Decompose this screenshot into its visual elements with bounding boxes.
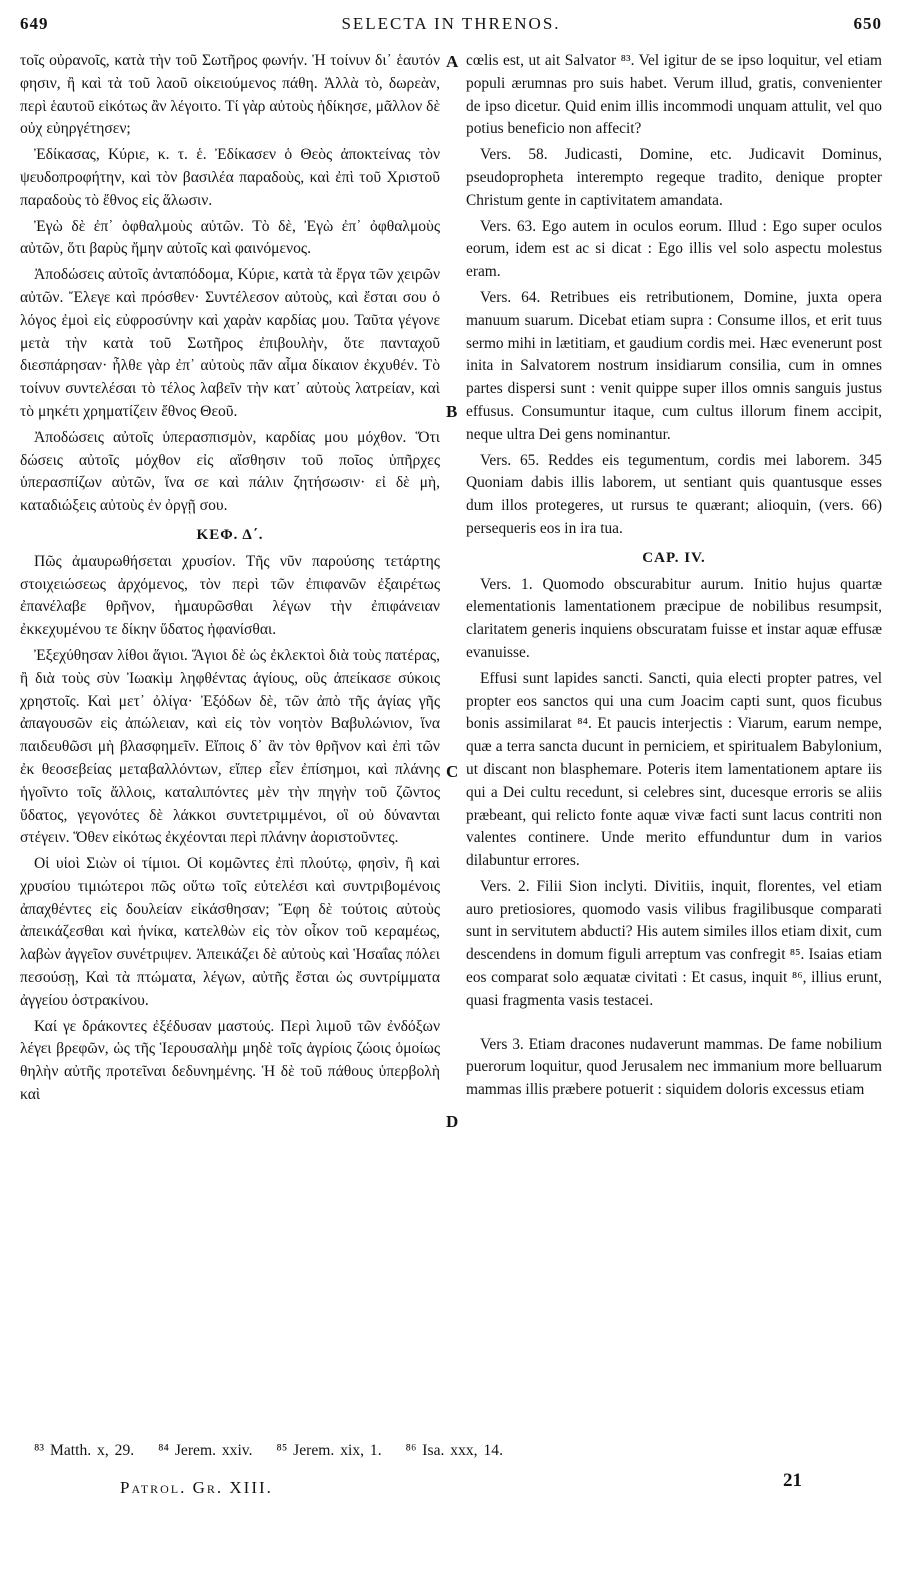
greek-paragraph: Ἐγὼ δὲ ἐπ᾽ ὀφθαλμοὺς αὐτῶν. Τὸ δὲ, Ἐγὼ ἐπ᾽ ὀφθαλμοὺς αὐτῶν, ὅτι βαρὺς ἤμην αὐτοῖς καὶ φαινόμενος.	[20, 217, 440, 258]
greek-chapter-heading: ΚΕΦ. Δ΄.	[196, 526, 264, 543]
latin-paragraph: Vers. 1. Quomodo obscurabitur aurum. Initio hujus quartæ elementationis lamentationem præcipue de nobilibus resumpsit, claritatem generis inquiens obscuratam fuisse et instar aquæ effusæ evanuisse.	[466, 575, 882, 661]
margin-marker-b: B	[446, 402, 458, 421]
greek-paragraph: τοῖς οὐρανοῖς, κατὰ τὴν τοῦ Σωτῆρος φωνήν. Ἡ τοίνυν δι᾽ ἑαυτόν φησιν, ἢ καὶ τὰ τοῦ λαοῦ οἰκειούμενος πάθη. Ἀλλὰ τὸ, δωρεὰν, περὶ ἑαυτοῦ εἰκότως ἂν λέγοιτο. Τί γὰρ αὐτοὺς ἠδίκησε, μᾶλλον δὲ οὐχ εὐηργέτησεν;	[20, 52, 440, 138]
latin-chapter-heading: CAP. IV.	[642, 549, 706, 566]
page-footer	[20, 1442, 882, 1522]
margin-marker-a: A	[446, 52, 459, 71]
latin-column	[466, 50, 882, 1420]
greek-paragraph: Ἐξεχύθησαν λίθοι ἅγιοι. Ἅγιοι δὲ ὡς ἐκλεκτοὶ διὰ τοὺς πατέρας, ἢ διὰ τοὺς σὺν Ἰωακὶμ ληφθέντας ἁγίους, οὓς ἀπείκασε σύκοις χρηστοῖς. Καὶ μετ᾽ ὀλίγα· Ἐξόδων δὲ, τῶν ἀπὸ τῆς ἁγίας γῆς ἀπαγουσῶν εἰς ἀπώλειαν, καὶ εἰς τὸν νοητὸν Βαβυλώνιον, ἵνα παιδευθῶσι μὴ βλασφημεῖν. Εἴποις δ᾽ ἂν τὸν θρῆνον καὶ ἐπὶ τῶν ἐκ θεοσεβείας μεταβαλλόντων, εἴπερ εἶεν ἐπίσημοι, καὶ πλάνης ἡγοῖντο τοῖς ἄλλοις, καταλιπόντες μὲν τὴν πηγὴν τοῦ ζῶντος ὕδατος, γεγονότες δὲ λάκκοι συντετριμμένοι, οἳ οὐ δύνανται στέγειν. Ὅθεν εἰκότως ἐκχέονται περὶ πλάνην ἀοριστοῦντες.	[20, 646, 440, 847]
latin-paragraph: Vers. 65. Reddes eis tegumentum, cordis mei laborem. 345 Quoniam dabis illis laborem, ut sentiant quis quantusque esses dum illos protegeres, ut rursus te quærant; alioquin, (vers. 66) persequeris eos in ira tua.	[466, 451, 882, 537]
greek-paragraph: Οἱ υἱοὶ Σιὼν οἱ τίμιοι. Οἱ κομῶντες ἐπὶ πλούτῳ, φησὶν, ἢ καὶ χρυσίου τιμιώτεροι πῶς οὕτω τοῖς εὐτελέσι καὶ συντριβομένοις ἀπαχθέντες εἰς δουλείαν εἰκάσθησαν; Ἔφη δὲ τούτοις αὐτοὺς ἀπεικάζεσθαι καὶ ἡνίκα, κατελθὼν εἰς τὸν οἶκον τοῦ κεραμέως, λαβὼν ἀγγεῖον συνέτριψεν. Ἀπεικάζει δὲ αὐτοὺς καὶ Ἡσαΐας πόλει πεσούσῃ, Καὶ τὰ πτώματα, λέγων, αὐτῆς ἔσται ὡς συντρίμματα ἀγγείου ὀστρακίνου.	[20, 855, 440, 1009]
footnote: ⁸⁴ Jerem. xxiv.	[158, 1442, 253, 1459]
margin-marker-d: D	[446, 1112, 459, 1131]
latin-paragraph: Effusi sunt lapides sancti. Sancti, quia electi propter patres, vel propter eos sanctos qui una cum Joacim capti sunt, quos ficubus bonis assimilarat ⁸⁴. Et paucis interjectis : Viarum, earum nempe, quæ a terra sancta ducunt in perniciem, et spiritualem Babylonium, ut discant non blasphemare. Poteris item lamentationem aptare iis qui a Dei cultu recedunt, si celebres sint, ducesque erroris se aliis præbeant, qui relicto fonte aquæ vivæ facti sunt lacus contriti non valentes continere. Unde merito effunduntur dum in varios dilabuntur errores.	[466, 669, 882, 870]
greek-column	[20, 50, 440, 1420]
running-title: SELECTA IN THRENOS.	[341, 14, 561, 33]
footnote: ⁸³ Matth. x, 29.	[34, 1442, 135, 1459]
right-page-number: 650	[853, 14, 882, 33]
signature-mark: 21	[783, 1470, 802, 1491]
latin-paragraph: cœlis est, ut ait Salvator ⁸³. Vel igitur de se ipso loquitur, vel etiam populi ærumnas pro suis habet. Verum illud, gratis, convenienter de ipso dicetur. Quid enim illis incommodi unquam attulit, vel quo potius beneficio non affecit?	[466, 52, 882, 138]
greek-paragraph: Ἐδίκασας, Κύριε, κ. τ. ἑ. Ἐδίκασεν ὁ Θεὸς ἀποκτείνας τὸν ψευδοπροφήτην, καὶ τὸν βασιλέα παραδοὺς, καὶ ἐπὶ τοῦ Χριστοῦ παραδοὺς τὸ ἔθνος εἰς ἅλωσιν.	[20, 146, 440, 209]
left-page-number: 649	[20, 14, 49, 33]
latin-paragraph: Vers 3. Etiam dracones nudaverunt mammas. De fame nobilium puerorum loquitur, quod Jerusalem nec immanium more belluarum mammas illis præbere potuerit : siquidem doloris excessus etiam	[466, 1035, 882, 1099]
footnote: ⁸⁵ Jerem. xix, 1.	[276, 1442, 382, 1459]
greek-paragraph: Καί γε δράκοντες ἐξέδυσαν μαστούς. Περὶ λιμοῦ τῶν ἐνδόξων λέγει βρεφῶν, ὡς τῆς Ἱερουσαλὴμ μηδὲ τοῖς ἀγρίοις ζώοις ὁμοίως θηλὴν αὐτῆς προτεῖναι δεδυνημένης. Ἡ δὲ τοῦ πάθους ὑπερβολὴ καὶ	[20, 1017, 440, 1104]
greek-paragraph: Πῶς ἀμαυρωθήσεται χρυσίον. Τῆς νῦν παρούσης τετάρτης στοιχειώσεως ἀρχόμενος, τὸν περὶ τῶν ἐπιφανῶν ἐξαιρέτως ἐπανέλαβε θρῆνον, ἠμαυρῶσθαι λέγων τὴν ἐπιφάνειαν ἐκκεχυμένου τε δίκην ὕδατος ἠφανίσθαι.	[20, 552, 440, 639]
latin-paragraph: Vers. 2. Filii Sion inclyti. Divitiis, inquit, florentes, vel etiam auro pretiosiores, quomodo vasis vilibus fragilibusque comparati sunt in servitutem abducti? His autem similes illos etiam dixit, cum descendens in domum figuli arreptum vas confregit ⁸⁵. Isaias etiam eos comparat solo æquatæ civitati : Et casus, inquit ⁸⁶, illius erunt, quasi fragmenta vasis testacei.	[466, 877, 882, 1009]
latin-paragraph: Vers. 64. Retribues eis retributionem, Domine, juxta opera manuum suarum. Dicebat etiam supra : Consume illos, et erit tuus sermo mihi in lætitiam, et gaudium cordis mei. Hæc evenerunt post inita in Salvatorem nostrum insidiarum consilia, cum in omnes partes dispersi sunt : venit quippe super illos omnis sanguis justus effusus. Consumuntur itaque, cum cultus illorum finem accipit, neque ultra Dei gens nominantur.	[466, 288, 882, 443]
latin-paragraph: Vers. 58. Judicasti, Domine, etc. Judicavit Dominus, pseudopropheta interempto regeque tradito, denique propter Christum gente in captivitatem amandata.	[466, 146, 882, 209]
running-header	[20, 14, 882, 38]
paragraph-gap	[466, 1016, 882, 1034]
series-title: Patrol. Gr. XIII.	[120, 1478, 273, 1497]
footnote: ⁸⁶ Isa. xxx, 14.	[405, 1442, 503, 1459]
greek-paragraph: Ἀποδώσεις αὐτοῖς ἀνταπόδομα, Κύριε, κατὰ τὰ ἔργα τῶν χειρῶν αὐτῶν. Ἔλεγε καὶ πρόσθεν· Συντέλεσον αὐτοὺς, καὶ ἔσται σου ὁ λόγος ἐμοὶ εἰς εὐφροσύνην καὶ χαρὰν καρδίας μου. Ταῦτα γέγονε μετὰ τὴν κατὰ τοῦ Σωτῆρος ἐπιβουλὴν, ὅτε πανταχοῦ διεσπάρησαν· ἦλθε γὰρ ἐπ᾽ αὐτοὺς πᾶν αἷμα δίκαιον ἐκχυθέν. Τὸ τοίνυν συντελέσαι τὸ τέλος λαβεῖν τὴν κατ᾽ αὐτοὺς λατρείαν, καὶ τὸ μηκέτι χρηματίζειν ἔθνος Θεοῦ.	[20, 266, 440, 420]
latin-paragraph: Vers. 63. Ego autem in oculos eorum. Illud : Ego super oculos eorum, idem est ac si dicat : Ego illis vel solo aspectu molestus eram.	[466, 217, 882, 281]
greek-paragraph: Ἀποδώσεις αὐτοῖς ὑπερασπισμὸν, καρδίας μου μόχθον. Ὅτι δώσεις αὐτοῖς μόχθον εἰς αἴσθησιν τοῦ ποῖος ὑπῆρχες ὑπερασπίζων αὐτῶν, ἵνα σε καὶ πάλιν ζητήσωσιν· εἰ δὲ μὴ, καταδιώξεις αὐτοὺς ἐν ὀργῇ σου.	[20, 428, 440, 515]
margin-marker-c: C	[446, 762, 459, 781]
footnotes	[34, 1442, 521, 1460]
